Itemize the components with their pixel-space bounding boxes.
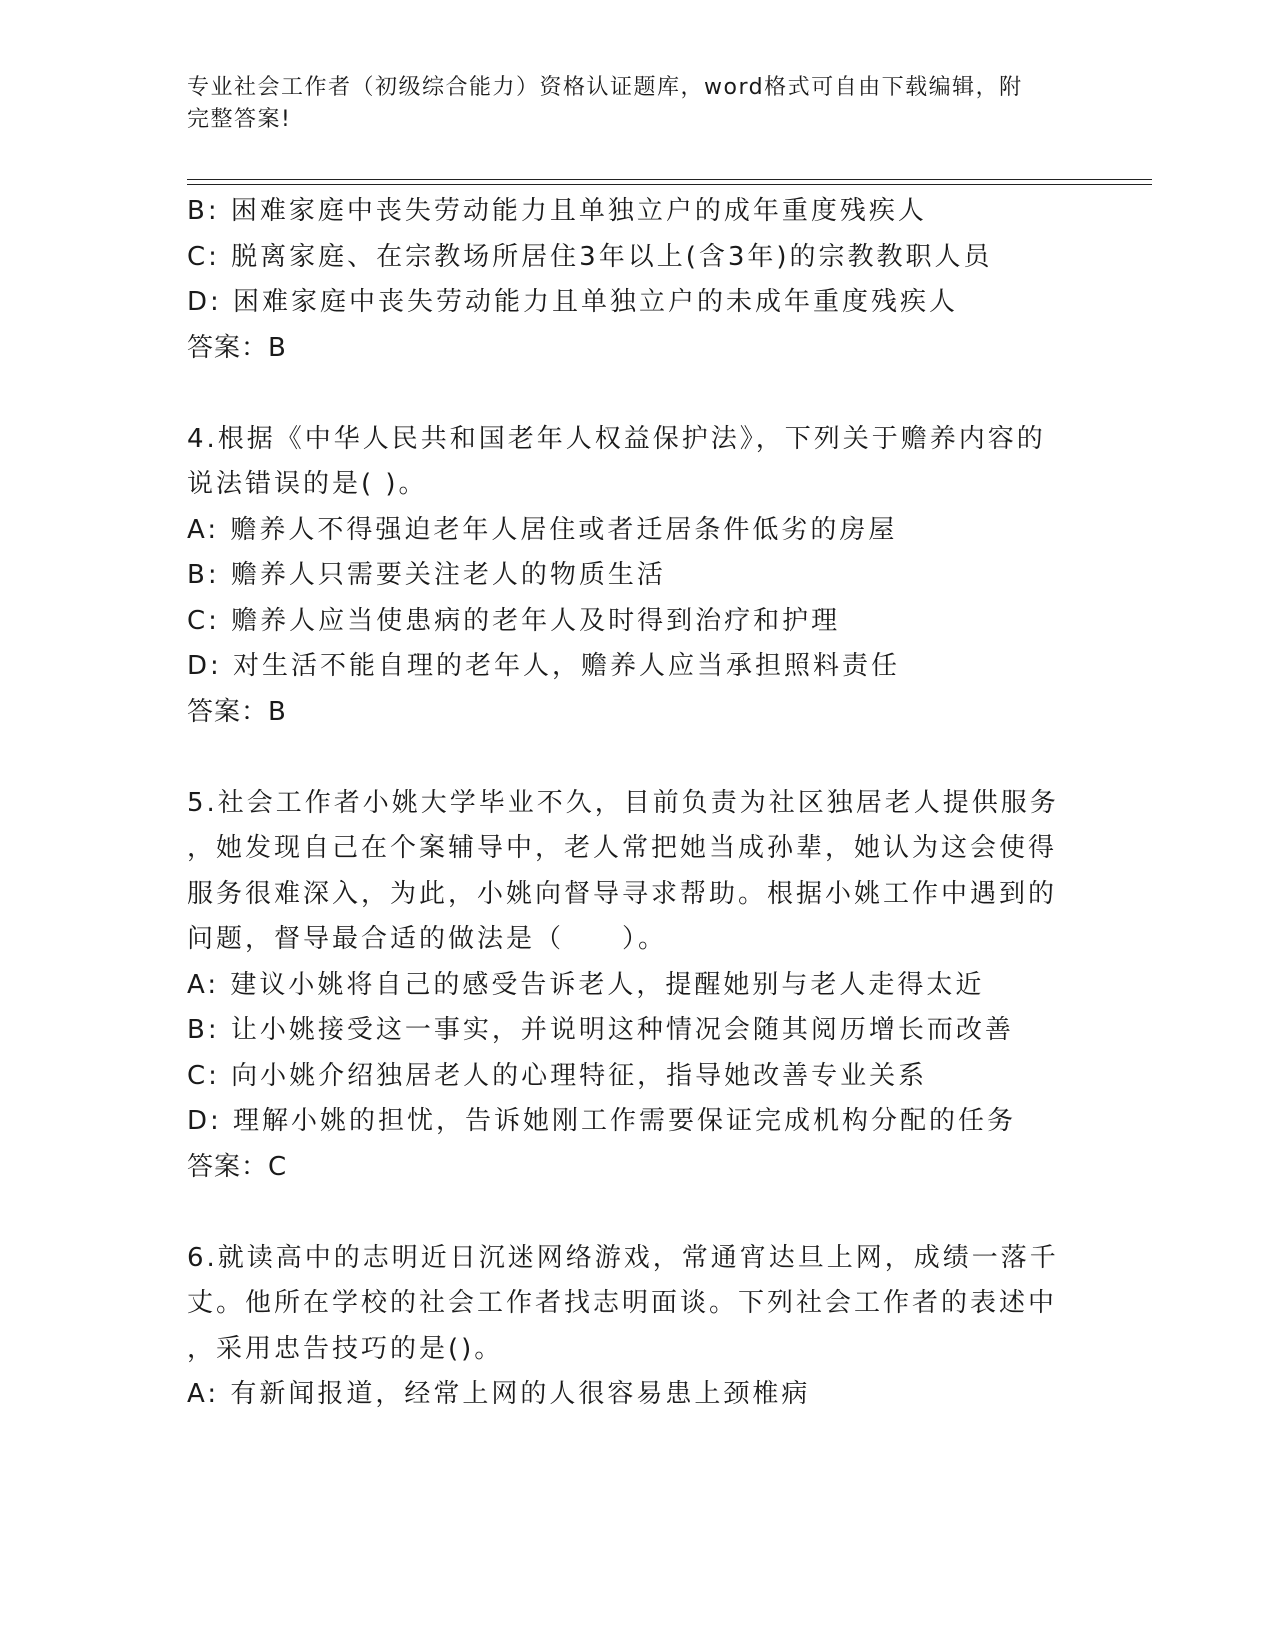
- spacer: [187, 1190, 1087, 1236]
- question-6: [187, 1236, 1087, 1418]
- question-5: [187, 781, 1087, 1191]
- question-4-option-d: D: 对生活不能自理的老年人，赡养人应当承担照料责任: [187, 651, 901, 681]
- spacer: [187, 371, 1087, 417]
- question-4-stem-line-1: 4.根据《中华人民共和国老年人权益保护法》，下列关于赡养内容的: [187, 423, 1046, 454]
- question-5-option-c: C: 向小姚介绍独居老人的心理特征，指导她改善专业关系: [187, 1060, 928, 1091]
- question-5-stem-line-3: 服务很难深入，为此，小姚向督导寻求帮助。根据小姚工作中遇到的: [187, 878, 1058, 909]
- question-4-option-a: A: 赡养人不得强迫老年人居住或者迁居条件低劣的房屋: [187, 514, 898, 545]
- question-6-stem-line-2: 丈。他所在学校的社会工作者找志明面谈。下列社会工作者的表述中: [187, 1288, 1058, 1318]
- question-5-stem-line-4: 问题，督导最合适的做法是（ ）。: [187, 924, 668, 954]
- question-5-stem-line-2: ，她发现自己在个案辅导中，老人常把她当成孙辈，她认为这会使得: [187, 833, 1058, 863]
- spacer: [187, 735, 1087, 781]
- question-3: [187, 189, 1087, 371]
- question-3-answer: 答案：B: [187, 332, 287, 363]
- question-4-stem-line-2: 说法错误的是( )。: [187, 469, 428, 499]
- header-title-line-1: 专业社会工作者（初级综合能力）资格认证题库，word格式可自由下载编辑，附: [187, 75, 1023, 100]
- question-3-option-b: B: 困难家庭中丧失劳动能力且单独立户的成年重度残疾人: [187, 196, 927, 226]
- header-divider-bottom: [187, 184, 1152, 185]
- page-header: [187, 72, 1087, 136]
- question-4-option-b: B: 赡养人只需要关注老人的物质生活: [187, 560, 666, 590]
- question-5-option-a: A: 建议小姚将自己的感受告诉老人，提醒她别与老人走得太近: [187, 969, 985, 1000]
- question-4-option-c: C: 赡养人应当使患病的老年人及时得到治疗和护理: [187, 605, 841, 636]
- question-3-option-c: C: 脱离家庭、在宗教场所居住3年以上(含3年)的宗教教职人员: [187, 241, 993, 272]
- header-divider-top: [187, 179, 1152, 180]
- question-6-stem-line-3: ，采用忠告技巧的是()。: [187, 1333, 504, 1364]
- header-title-line-2: 完整答案!: [187, 107, 292, 132]
- question-4: [187, 417, 1087, 736]
- question-5-option-b: B: 让小姚接受这一事实，并说明这种情况会随其阅历增长而改善: [187, 1015, 1014, 1045]
- question-5-option-d: D: 理解小姚的担忧，告诉她刚工作需要保证完成机构分配的任务: [187, 1106, 1017, 1136]
- question-6-option-a: A: 有新闻报道，经常上网的人很容易患上颈椎病: [187, 1379, 811, 1409]
- question-3-option-d: D: 困难家庭中丧失劳动能力且单独立户的未成年重度残疾人: [187, 287, 959, 317]
- question-5-answer: 答案：C: [187, 1151, 288, 1182]
- question-5-stem-line-1: 5.社会工作者小姚大学毕业不久，目前负责为社区独居老人提供服务: [187, 787, 1059, 818]
- question-content: [187, 189, 1087, 1418]
- question-6-stem-line-1: 6.就读高中的志明近日沉迷网络游戏，常通宵达旦上网，成绩一落千: [187, 1242, 1059, 1273]
- question-4-answer: 答案：B: [187, 696, 287, 727]
